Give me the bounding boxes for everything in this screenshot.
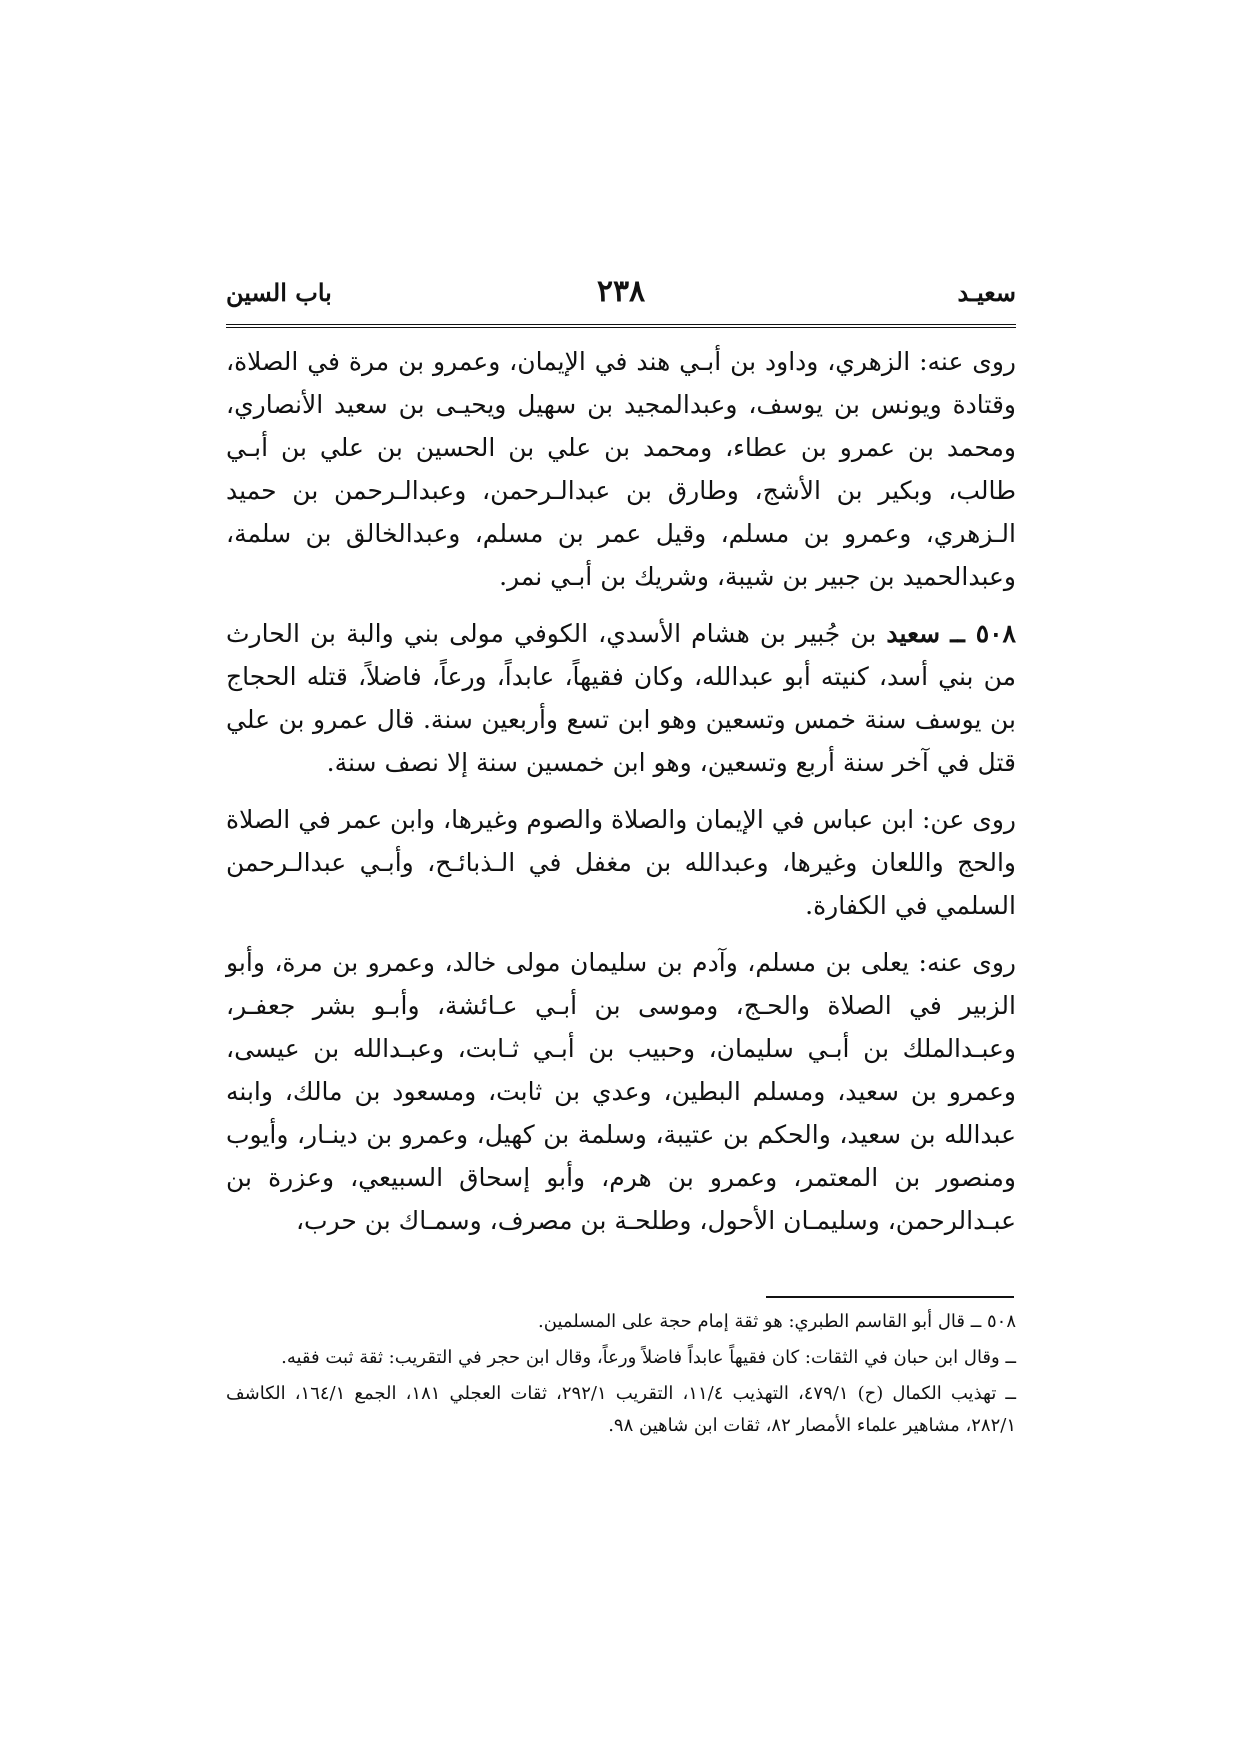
paragraph-narrators: روى عنه: يعلى بن مسلم، وآدم بن سليمان مولى خالد، وعمرو بن مرة، وأبو الزبير في الصلاة والحـج، وموسى بن أبـي عـائشة، وأبـو بشر جعفـر، وعبـدالملك بن أبـي سليمان، وحبيب بن أبـي ثـابت، وعبـدالله بن عيسى، وعمرو بن سعيد، ومسلم البطين، وعدي بن ثابت، ومسعود بن مالك، وابنه عبدالله بن سعيد، والحكم بن عتيبة، وسلمة بن كهيل، وعمرو بن دينـار، وأيوب ومنصور بن المعتمر، وعمرو بن هرم، وأبو إسحاق السبيعي، وعزرة بن عبـدالرحمن، وسليمـان الأحول، وطلحـة بن مصرف، وسمـاك بن حرب، [226, 948, 1016, 1235]
biography-entry [226, 612, 1016, 784]
footnotes [226, 1306, 1016, 1446]
paragraph-narrators-from: روى عنه: الزهري، وداود بن أبـي هند في الإيمان، وعمرو بن مرة في الصلاة، وقتادة ويونس بن يوسف، وعبدالمجيد بن سهيل ويحيـى بن سعيد الأنصاري، ومحمد بن عمرو بن عطاء، ومحمد بن علي بن الحسين بن علي بن أبـي طالب، وبكير بن الأشج، وطارق بن عبدالـرحمن، وعبدالـرحمن بن حميد الـزهري، وعمرو بن مسلم، وقيل عمر بن مسلم، وعبدالخالق بن سلمة، وعبدالحميد بن جبير بن شيبة، وشريك بن أبـي نمر. [226, 347, 1016, 591]
header-divider [226, 324, 1016, 328]
footnote: ــ وقال ابن حبان في الثقات: كان فقيهاً عابداً فاضلاً ورعاً، وقال ابن حجر في التقريب: ثقة ثبت فقيه. [281, 1347, 1016, 1368]
entry-text: بن جُبير بن هشام الأسدي، الكوفي مولى بني والبة بن الحارث من بني أسد، كنيته أبو عبدالله، وكان فقيهاً، عابداً، ورعاً، فاضلاً، قتله الحجاج بن يوسف سنة خمس وتسعين وهو ابن تسع وأربعين سنة. قال عمرو بن علي قتل في آخر سنة أربع وتسعين، وهو ابن خمسين سنة إلا نصف سنة. [226, 619, 1016, 777]
running-head-chapter: باب السين [226, 278, 332, 307]
main-text [226, 340, 1016, 1256]
page-number: ٢٣٨ [596, 274, 646, 309]
paragraph-narrated-from: روى عن: ابن عباس في الإيمان والصلاة والصوم وغيرها، وابن عمر في الصلاة والحج واللعان وغيرها، وعبدالله بن مغفل في الـذبائـح، وأبـي عبدالـرحمن السلمي في الكفارة. [226, 805, 1016, 920]
entry-name: سعيد [886, 619, 941, 648]
footnote-divider [766, 1296, 1014, 1298]
footnote: ــ تهذيب الكمال (ح) ٤٧٩/١، التهذيب ١١/٤، التقريب ٢٩٢/١، ثقات العجلي ١٨١، الجمع ١٦٤/١، الكاشف ٢٨٢/١، مشاهير علماء الأمصار ٨٢، ثقات ابن شاهين ٩٨. [226, 1383, 1016, 1436]
entry-number: ٥٠٨ ــ [950, 619, 1016, 648]
page-header [226, 274, 1016, 318]
footnote: ٥٠٨ ــ قال أبو القاسم الطبري: هو ثقة إمام حجة على المسلمين. [538, 1311, 1016, 1332]
running-head-entry: سعيـد [957, 278, 1016, 307]
